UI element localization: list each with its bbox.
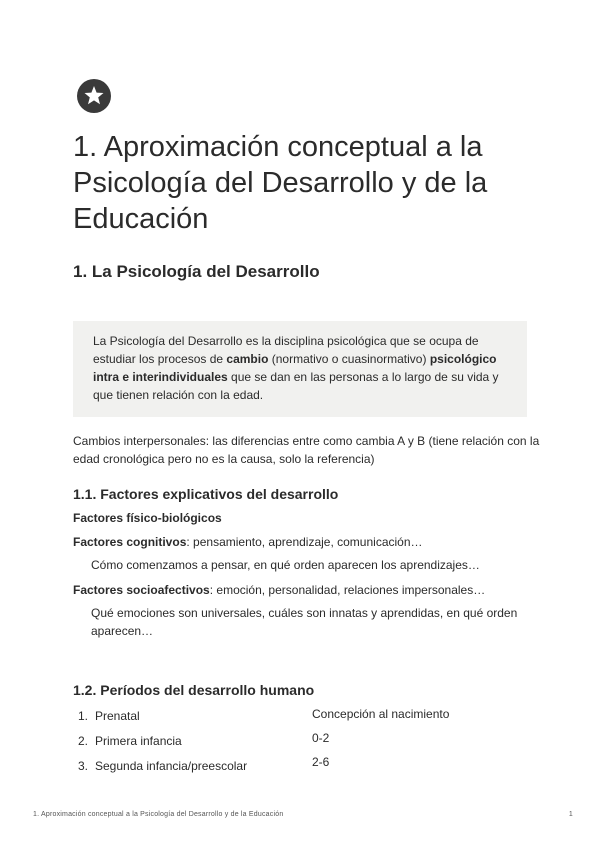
period-label: Segunda infancia/preescolar	[95, 759, 248, 773]
period-label: Prenatal	[95, 709, 140, 723]
period-age: 0-2	[312, 731, 330, 745]
page-footer	[33, 811, 573, 818]
factor-biological	[73, 510, 222, 526]
factor-socioaffective	[73, 582, 485, 598]
period-number: 3.	[78, 759, 89, 773]
page-number: 1	[568, 811, 573, 818]
footer-title: 1. Aproximación conceptual a la Psicología del Desarrollo y de la Educación	[33, 811, 284, 818]
factor-cognitive	[73, 534, 423, 550]
factor-text: : emoción, personalidad, relaciones impersonales…	[209, 583, 486, 597]
page-title: 1. Aproximación conceptual a la Psicología del Desarrollo y de la Educación	[73, 131, 488, 235]
section-heading: 1. La Psicología del Desarrollo	[73, 262, 320, 281]
star-badge-icon	[76, 78, 112, 114]
socioaffective-note: Qué emociones son universales, cuáles son innatas y aprendidas, en qué orden aparecen…	[91, 606, 518, 638]
factor-label: Factores físico-biológicos	[73, 511, 222, 525]
callout-bold-term: cambio	[226, 352, 269, 366]
period-age: 2-6	[312, 755, 330, 769]
subsection-heading-periods: 1.2. Períodos del desarrollo humano	[73, 682, 315, 698]
period-age: Concepción al nacimiento	[312, 707, 450, 721]
factor-label: Factores cognitivos	[73, 535, 187, 549]
subsection-heading-factors: 1.1. Factores explicativos del desarrollo	[73, 486, 339, 502]
period-label: Primera infancia	[95, 734, 182, 748]
definition-callout	[73, 321, 527, 417]
factor-label: Factores socioafectivos	[73, 583, 210, 597]
callout-text: (normativo o cuasinormativo)	[268, 352, 430, 366]
callout-bold-term: psicológico intra e interindividuales	[93, 352, 497, 384]
interpersonal-changes-paragraph: Cambios interpersonales: las diferencias entre como cambia A y B (tiene relación con la edad cronológica pero no es la causa, solo la referencia)	[73, 434, 540, 466]
period-number: 1.	[78, 709, 89, 723]
period-number: 2.	[78, 734, 89, 748]
factor-text: : pensamiento, aprendizaje, comunicación…	[186, 535, 423, 549]
cognitive-note: Cómo comenzamos a pensar, en qué orden aparecen los aprendizajes…	[91, 558, 480, 572]
callout-text: La Psicología del Desarrollo es la disciplina psicológica que se ocupa de estudiar los procesos de	[93, 334, 479, 366]
callout-text: que se dan en las personas a lo largo de su vida y que tienen relación con la edad.	[93, 370, 499, 402]
